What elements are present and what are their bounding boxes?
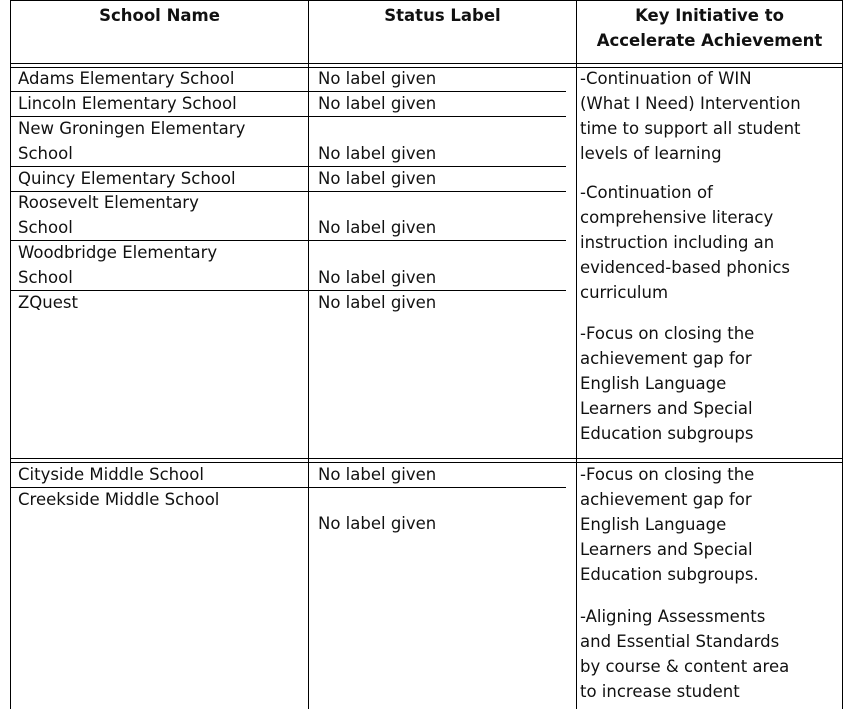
- table-top-border: [10, 0, 843, 1]
- status-label: No label given: [318, 218, 437, 237]
- initiative-text: achievement gap for: [580, 349, 752, 368]
- header-key-initiative-line2: Accelerate Achievement: [596, 31, 823, 50]
- row-divider: [10, 290, 566, 291]
- school-name: Quincy Elementary School: [18, 169, 236, 188]
- initiative-text: curriculum: [580, 283, 669, 302]
- school-name: Roosevelt Elementary: [18, 193, 199, 212]
- status-label: No label given: [318, 465, 437, 484]
- school-name: Woodbridge Elementary: [18, 243, 218, 262]
- status-label: No label given: [318, 69, 437, 88]
- initiative-text: and Essential Standards: [580, 632, 780, 651]
- school-name: School: [18, 144, 73, 163]
- elementary-group-bottom-border: [10, 458, 843, 459]
- school-name: Lincoln Elementary School: [18, 94, 237, 113]
- school-status-table: [10, 0, 843, 709]
- initiative-text: instruction including an: [580, 233, 775, 252]
- initiative-text: time to support all student: [580, 119, 801, 138]
- school-name: Cityside Middle School: [18, 465, 204, 484]
- header-key-initiative-line1: Key Initiative to: [635, 6, 784, 25]
- initiative-text: -Focus on closing the: [580, 465, 755, 484]
- initiative-text: -Aligning Assessments: [580, 607, 766, 626]
- initiative-text: English Language: [580, 374, 727, 393]
- initiative-text: English Language: [580, 515, 727, 534]
- school-name: School: [18, 218, 73, 237]
- initiative-text: Learners and Special: [580, 399, 753, 418]
- school-name: ZQuest: [18, 293, 78, 312]
- school-name: Adams Elementary School: [18, 69, 235, 88]
- initiative-text: Education subgroups.: [580, 565, 759, 584]
- school-name: New Groningen Elementary: [18, 119, 246, 138]
- status-label: No label given: [318, 144, 437, 163]
- status-label: No label given: [318, 94, 437, 113]
- initiative-text: achievement gap for: [580, 490, 752, 509]
- header-bottom-border: [10, 63, 843, 64]
- status-label: No label given: [318, 514, 437, 533]
- initiative-text: comprehensive literacy: [580, 208, 774, 227]
- column-divider: [308, 0, 309, 709]
- initiative-text: by course & content area: [580, 657, 790, 676]
- table-right-border: [842, 0, 843, 709]
- table-left-border: [10, 0, 11, 709]
- initiative-text: evidenced-based phonics: [580, 258, 791, 277]
- initiative-text: -Continuation of: [580, 183, 713, 202]
- header-status-label: Status Label: [384, 6, 501, 25]
- status-label: No label given: [318, 169, 437, 188]
- status-label: No label given: [318, 293, 437, 312]
- initiative-text: -Continuation of WIN: [580, 69, 752, 88]
- initiative-text: Learners and Special: [580, 540, 753, 559]
- initiative-text: to increase student: [580, 682, 740, 701]
- initiative-text: Education subgroups: [580, 424, 754, 443]
- school-name: School: [18, 268, 73, 287]
- status-label: No label given: [318, 268, 437, 287]
- column-divider: [576, 0, 577, 709]
- initiative-text: (What I Need) Intervention: [580, 94, 801, 113]
- initiative-text: levels of learning: [580, 144, 722, 163]
- school-name: Creekside Middle School: [18, 490, 220, 509]
- header-school-name: School Name: [99, 6, 220, 25]
- initiative-text: -Focus on closing the: [580, 324, 755, 343]
